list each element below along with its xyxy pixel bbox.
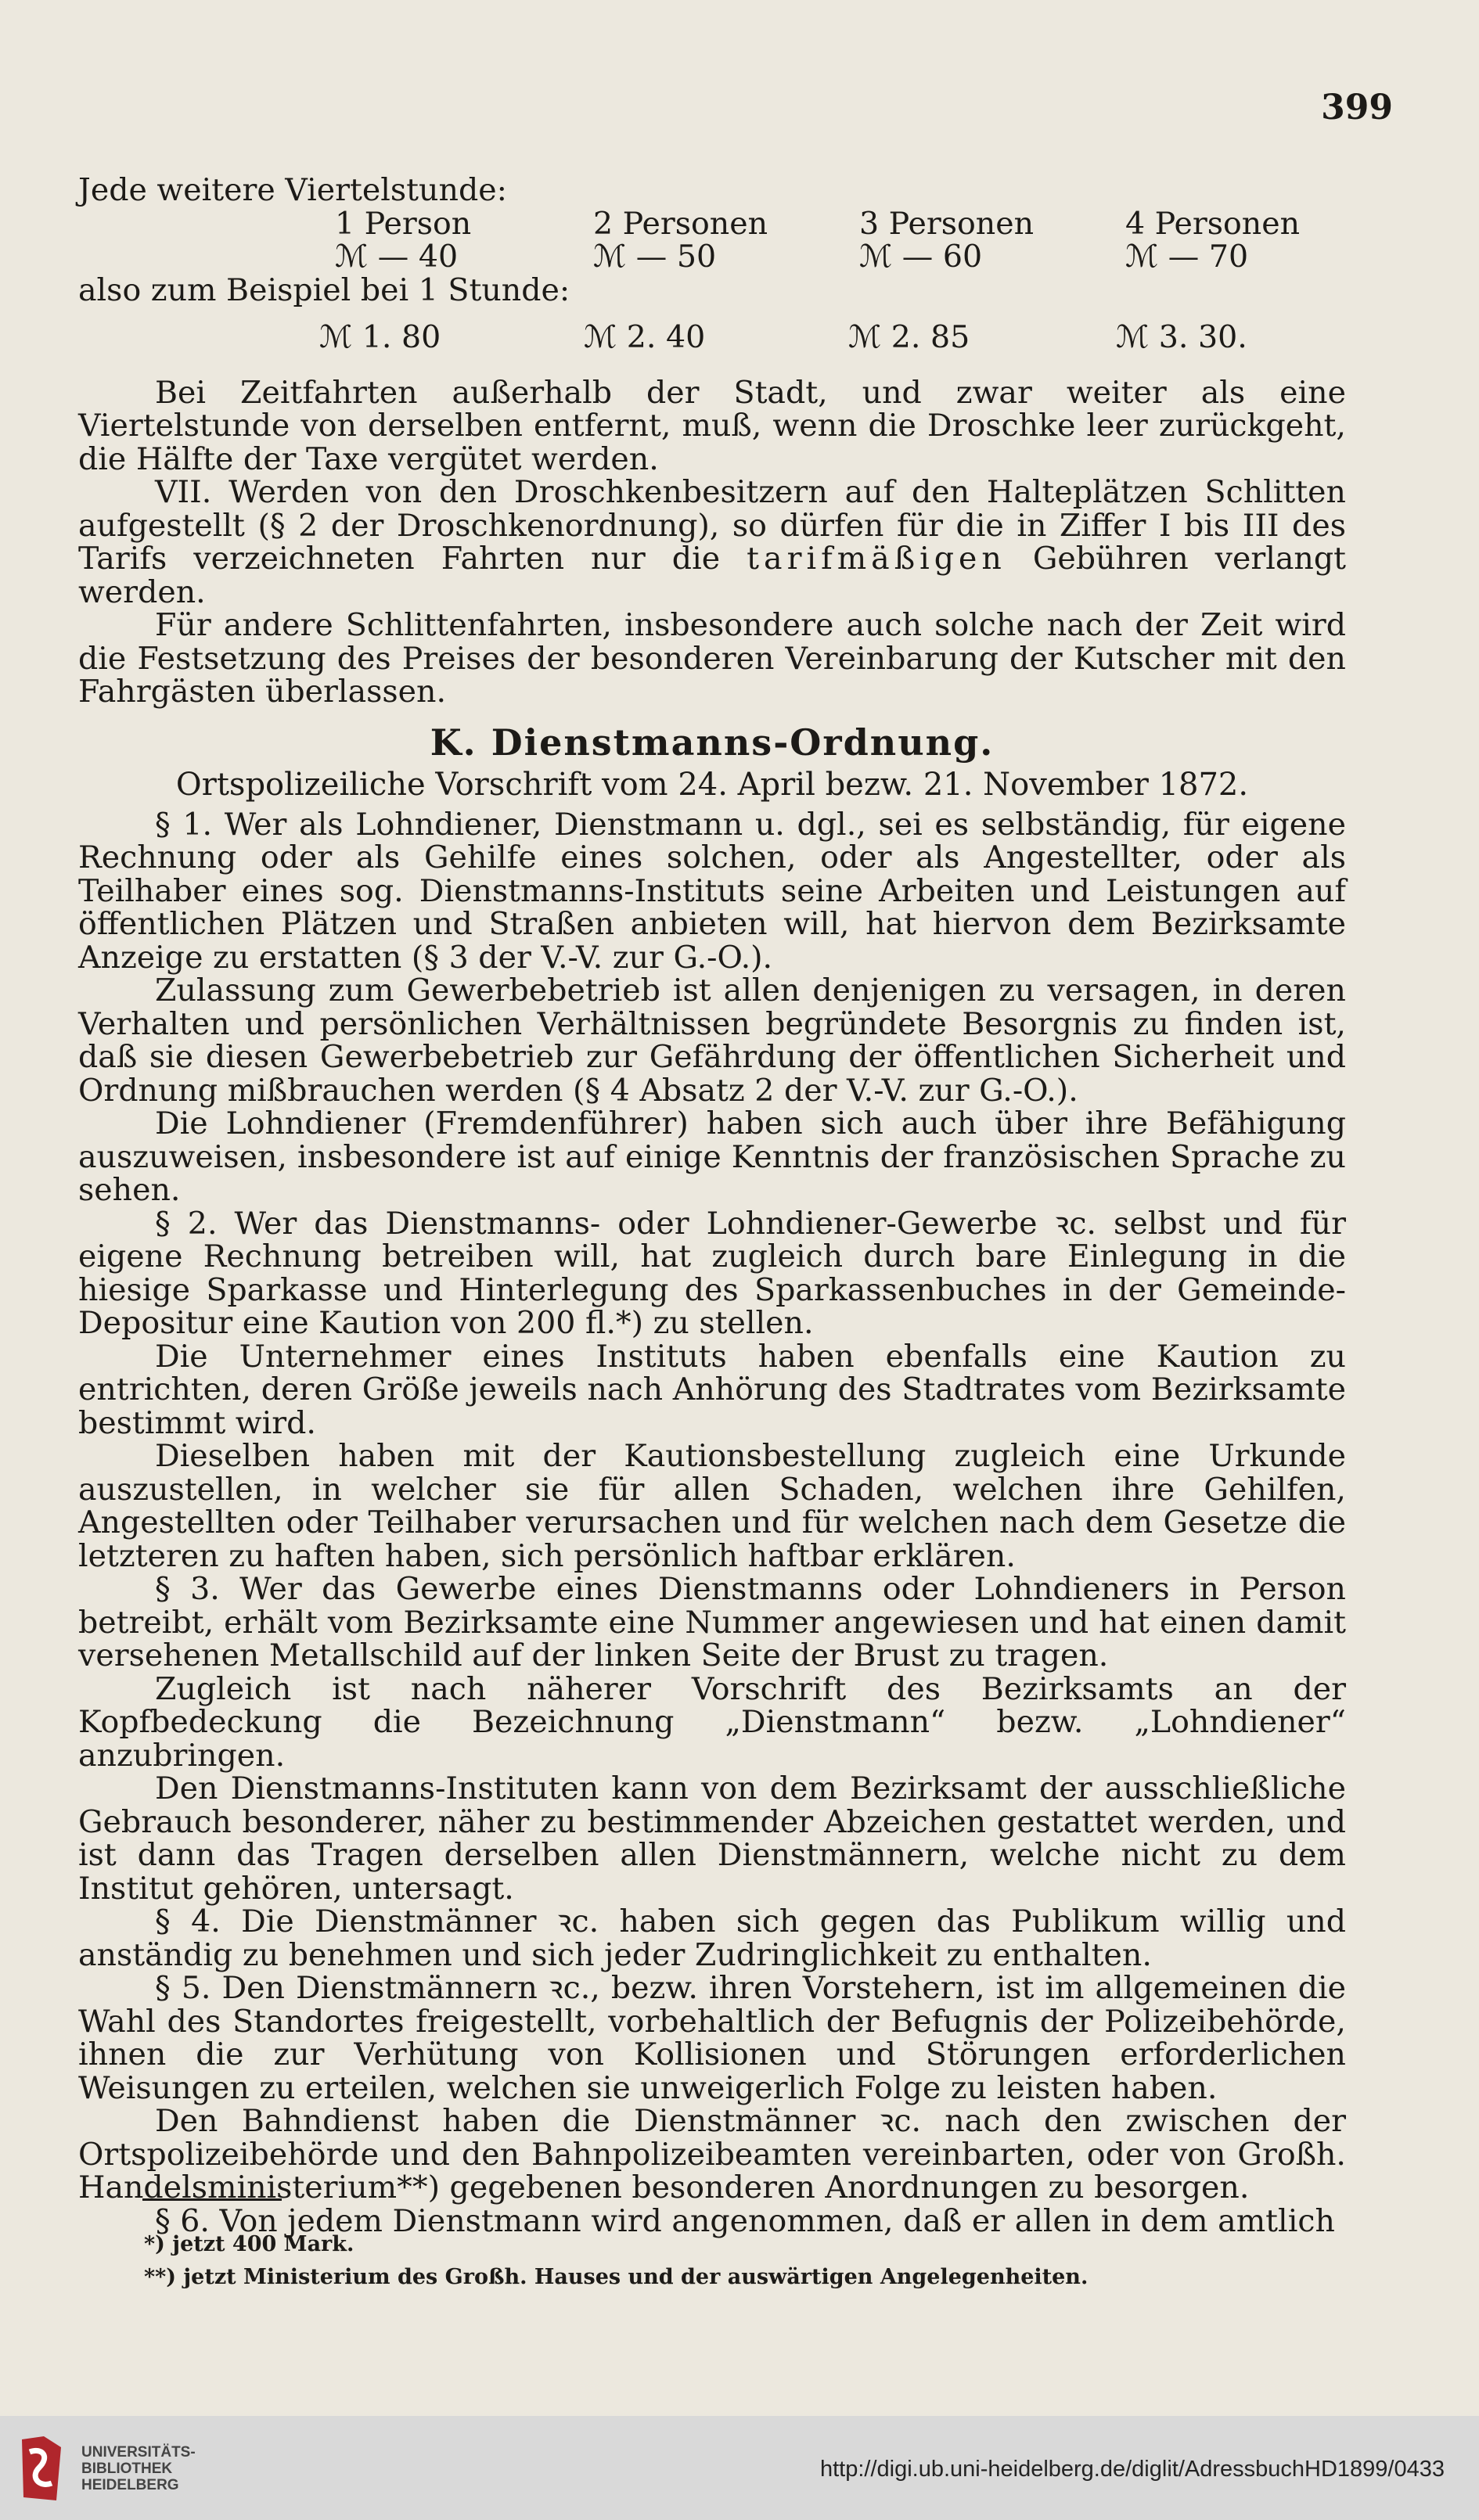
paragraph: Die Lohndiener (Fremdenführer) haben sich auch über ihre Befähigung auszuweisen, insbesondere ist auf einige Kenntnis der französischen Sprache zu sehen. bbox=[78, 1105, 1346, 1208]
section-vii-text: VII. Werden von den Droschkenbesitzern auf den Halteplätzen Schlitten aufgestellt (§ 2 der Droschkenordnung), so dürfen für die in Ziffer I bis III des Tarifs verzeichneten Fahrten nur die bbox=[78, 474, 1346, 577]
tariff-example-label: also zum Beispiel bei 1 Stunde: bbox=[78, 271, 570, 308]
library-name bbox=[81, 2444, 196, 2493]
paragraph: Für andere Schlittenfahrten, insbesondere auch solche nach der Zeit wird die Festsetzung des Preises der besonderen Vereinbarung der Kutscher mit den Fahrgästen überlassen. bbox=[78, 607, 1346, 710]
section-heading: K. Dienstmanns-Ordnung. bbox=[430, 721, 995, 764]
section-vii-text-end: Gebühren verlangt werden. bbox=[78, 541, 1347, 610]
tariff-example-price: ℳ 2. 85 bbox=[848, 319, 970, 355]
tariff-label: Jede weitere Viertelstunde: bbox=[78, 172, 507, 208]
tariff-example-price: ℳ 2. 40 bbox=[584, 319, 706, 355]
paragraph: Zugleich ist nach näherer Vorschrift des Bezirksamts an der Kopfbedeckung die Bezeichnung „Dienstmann“ bezw. „Lohndiener“ anzubringen. bbox=[78, 1670, 1346, 1774]
university-library-logo-icon bbox=[16, 2433, 66, 2504]
paragraph: § 5. Den Dienstmännern ꝛc., bezw. ihren Vorstehern, ist im allgemeinen die Wahl des Standortes freigestellt, vorbehaltlich der Befugnis der Polizeibehörde, ihnen die zur Verhütung von Kollisionen und Störungen erforderlichen Weisungen zu erteilen, welchen sie unweigerlich Folge zu leisten haben. bbox=[78, 1970, 1346, 2106]
page-number: 399 bbox=[1321, 88, 1393, 128]
tariff-price: ℳ — 40 bbox=[335, 239, 459, 275]
tariff-header: 1 Person bbox=[335, 205, 472, 242]
paragraph: Den Bahndienst haben die Dienstmänner ꝛc. nach den zwischen der Ortspolizeibehörde und den Bahnpolizeibeamten vereinbarten, oder von Großh. Handelsministerium**) gegebenen besonderen Anordnungen zu besorgen. bbox=[78, 2103, 1346, 2205]
footnote-divider bbox=[142, 2198, 282, 2201]
tariff-header: 3 Personen bbox=[859, 205, 1035, 242]
tariff-price: ℳ — 60 bbox=[859, 239, 983, 275]
tariff-example-price: ℳ 3. 30. bbox=[1116, 319, 1247, 355]
footnote: **) jetzt Ministerium des Großh. Hauses und der auswärtigen Angelegenheiten. bbox=[144, 2265, 1089, 2289]
paragraph: Zulassung zum Gewerbebetrieb ist allen denjenigen zu versagen, in deren Verhalten und persönlichen Verhältnissen begründete Besorgnis zu finden ist, daß sie diesen Gewerbebetrieb zur Gefährdung der öffentlichen Sicherheit und Ordnung mißbrauchen werden (§ 4 Absatz 2 der V.-V. zur G.-O.). bbox=[78, 972, 1346, 1109]
paragraph-section-vii bbox=[78, 476, 1346, 609]
section-vii-emphasis: tarifmäßigen bbox=[747, 541, 1006, 577]
paragraph: § 4. Die Dienstmänner ꝛc. haben sich gegen das Publikum willig und anständig zu benehmen und sich jeder Zudringlichkeit zu enthalten. bbox=[78, 1903, 1346, 1973]
main-text bbox=[78, 174, 1346, 2238]
footnote: *) jetzt 400 Mark. bbox=[144, 2232, 354, 2256]
section-subheading: Ortspolizeiliche Vorschrift vom 24. April bezw. 21. November 1872. bbox=[175, 767, 1249, 803]
library-name-line: HEIDELBERG bbox=[81, 2477, 179, 2493]
paragraph: Dieselben haben mit der Kautionsbestellung zugleich eine Urkunde auszustellen, in welcher sie für allen Schaden, welchen ihre Gehilfen, Angestellten oder Teilhaber verursachen und für welchen nach dem Gesetze die letzteren zu haften haben, sich persönlich haftbar erklären. bbox=[78, 1438, 1346, 1574]
paragraph: § 6. Von jedem Dienstmann wird angenommen, daß er allen in dem amtlich bbox=[155, 2202, 1335, 2239]
paragraph: Die Unternehmer eines Instituts haben ebenfalls eine Kaution zu entrichten, deren Größe jeweils nach Anhörung des Stadtrates vom Bezirksamte bestimmt wird. bbox=[78, 1338, 1346, 1441]
tariff-header: 4 Personen bbox=[1125, 205, 1301, 242]
tariff-table bbox=[335, 207, 1346, 274]
tariff-header: 2 Personen bbox=[593, 205, 768, 242]
library-name-line: BIBLIOTHEK bbox=[81, 2461, 173, 2477]
tariff-price: ℳ — 70 bbox=[1125, 239, 1249, 275]
paragraph: § 1. Wer als Lohndiener, Dienstmann u. dgl., sei es selbständig, für eigene Rechnung oder als Gehilfe eines solchen, oder als Angestellter, oder als Teilhaber eines sog. Dienstmanns-Instituts seine Arbeiten und Leistungen auf öffentlichen Plätzen und Straßen anbieten will, hat hiervon dem Bezirksamte Anzeige zu erstatten (§ 3 der V.-V. zur G.-O.). bbox=[78, 806, 1346, 976]
footnotes bbox=[144, 2228, 1088, 2294]
tariff-price: ℳ — 50 bbox=[593, 239, 717, 275]
tariff-example-row bbox=[319, 321, 1346, 354]
document-url-link[interactable]: http://digi.ub.uni-heidelberg.de/diglit/AdressbuchHD1899/0433 bbox=[819, 2457, 1445, 2482]
paragraph: Den Dienstmanns-Instituten kann von dem Bezirksamt der ausschließliche Gebrauch besonderer, näher zu bestimmender Abzeichen gestattet werden, und ist dann das Tragen derselben allen Dienstmännern, welche nicht zu dem Institut gehören, untersagt. bbox=[78, 1770, 1346, 1907]
paragraph: § 2. Wer das Dienstmanns- oder Lohndiener-Gewerbe ꝛc. selbst und für eigene Rechnung betreiben will, hat zugleich durch bare Einlegung in die hiesige Sparkasse und Hinterlegung des Sparkassenbuches in der Gemeinde-Depositur eine Kaution von 200 fl.*) zu stellen. bbox=[78, 1205, 1346, 1341]
paragraph: Bei Zeitfahrten außerhalb der Stadt, und zwar weiter als eine Viertelstunde von derselben entfernt, muß, wenn die Droschke leer zurückgeht, die Hälfte der Taxe vergütet werden. bbox=[78, 374, 1346, 477]
paragraph: § 3. Wer das Gewerbe eines Dienstmanns oder Lohndieners in Person betreibt, erhält vom Bezirksamte eine Nummer angewiesen und hat einen damit versehenen Metallschild auf der linken Seite der Brust zu tragen. bbox=[78, 1571, 1346, 1673]
library-name-line: UNIVERSITÄTS- bbox=[81, 2444, 196, 2461]
tariff-example-price: ℳ 1. 80 bbox=[319, 319, 441, 355]
library-footer bbox=[0, 2416, 1479, 2520]
